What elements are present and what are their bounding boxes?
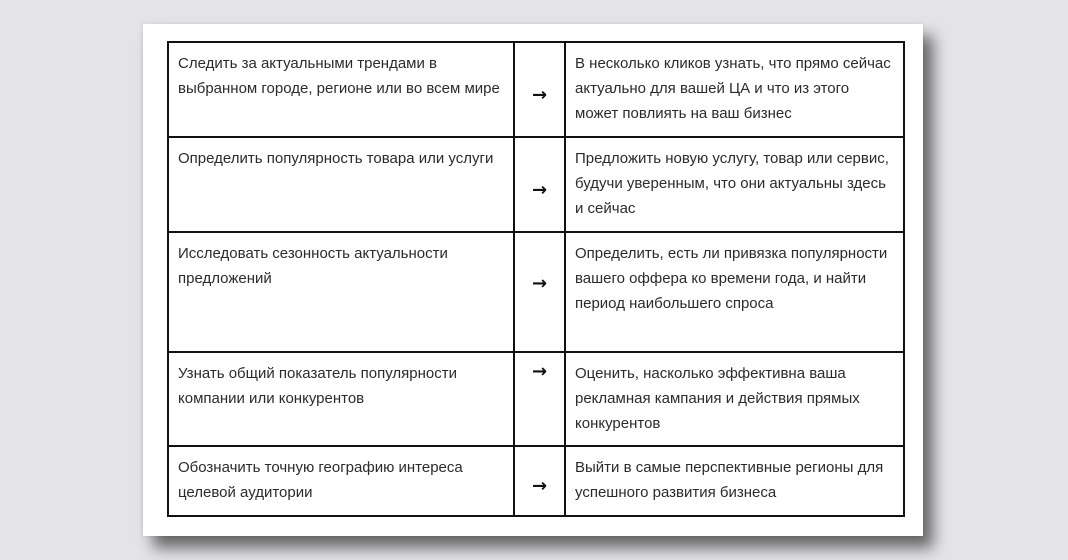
- arrow-cell: [514, 42, 565, 137]
- result-cell: Предложить новую услугу, товар или сервис, будучи уверенным, что они актуальны здесь и сейчас: [565, 137, 904, 232]
- arrow-right-icon: →: [531, 475, 548, 497]
- arrow-cell: [514, 137, 565, 232]
- arrow-cell: [514, 232, 565, 352]
- arrow-cell: [514, 352, 565, 446]
- goal-cell: Определить популярность товара или услуги: [168, 137, 514, 232]
- result-cell: Определить, есть ли привязка популярности вашего оффера ко времени года, и найти период наибольшего спроса: [565, 232, 904, 352]
- goal-cell: Узнать общий показатель популярности компании или конкурентов: [168, 352, 514, 446]
- arrow-right-icon: →: [531, 361, 548, 382]
- result-cell: Оценить, насколько эффективна ваша рекламная кампания и действия прямых конкурентов: [565, 352, 904, 446]
- goal-cell: Обозначить точную географию интереса целевой аудитории: [168, 446, 514, 516]
- table-row: [168, 352, 904, 446]
- goal-cell: Следить за актуальными трендами в выбранном городе, регионе или во всем мире: [168, 42, 514, 137]
- result-cell: В несколько кликов узнать, что прямо сейчас актуально для вашей ЦА и что из этого может повлиять на ваш бизнес: [565, 42, 904, 137]
- table-row: [168, 446, 904, 516]
- goal-cell: Исследовать сезонность актуальности предложений: [168, 232, 514, 352]
- table-row: [168, 232, 904, 352]
- goals-table: [167, 41, 905, 517]
- arrow-cell: [514, 446, 565, 516]
- arrow-right-icon: →: [531, 273, 548, 294]
- arrow-right-icon: →: [531, 179, 548, 200]
- table-row: [168, 42, 904, 137]
- result-cell: Выйти в самые перспективные регионы для успешного развития бизнеса: [565, 446, 904, 516]
- arrow-right-icon: →: [531, 84, 548, 105]
- document-card: [143, 24, 923, 536]
- table-row: [168, 137, 904, 232]
